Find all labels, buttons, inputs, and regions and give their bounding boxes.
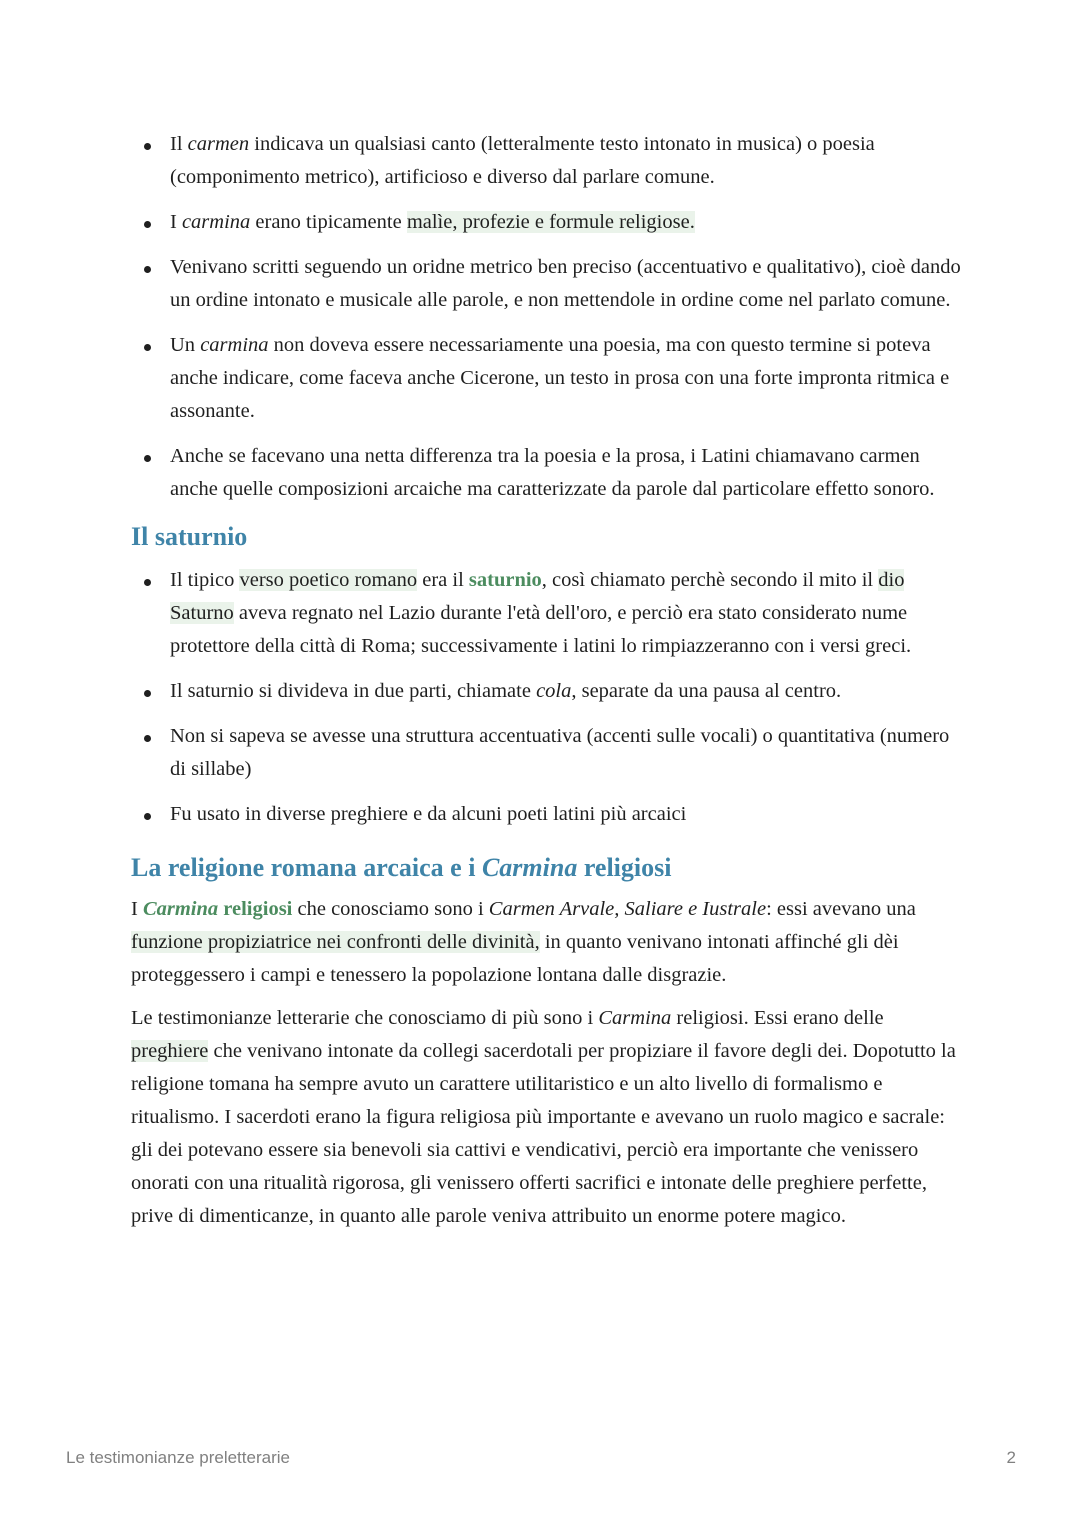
list-item: Anche se facevano una netta differenza tra la poesia e la prosa, i Latini chiamavano carmen anche quelle composizioni arcaiche ma caratterizzate da parole dal particolare effetto sonoro. [131,440,961,506]
paragraph: Le testimonianze letterarie che conosciamo di più sono i Carmina religiosi. Essi erano delle preghiere che venivano intonate da collegi sacerdotali per propiziare il favore degli dei. Dopotutto la religione tomana ha sempre avuto un carattere utilitaristico e un alto livello di formalismo e ritualismo. I sacerdoti erano la figura religiosa più importante e avevano un ruolo magico e sacrale: gli dei potevano essere sia benevoli sia cattivi e vendicativi, perciò era importante che venissero onorati con una ritualità rigorosa, gli venissero offerti sacrifici e intonate delle preghiere perfette, prive di dimenticanze, in quanto alle parole veniva attribuito un enorme potere magico. [131,1007,956,1227]
list-item: Un carmina non doveva essere necessariamente una poesia, ma con questo termine si poteva anche indicare, come faceva anche Cicerone, un testo in prosa con una forte impronta ritmica e assonante. [131,329,961,428]
highlight: malìe, profezie e formule religiose. [406,211,695,233]
keyword: Carmina religiosi [142,898,293,920]
section-heading-religione: La religione romana arcaica e i Carmina religiosi [131,853,672,882]
highlight: funzione propiziatrice nei confronti delle divinità, [131,931,540,953]
highlight: verso poetico romano [239,569,418,591]
list-item: Venivano scritti seguendo un oridne metrico ben preciso (accentuativo e qualitativo), cioè dando un ordine intonato e musicale alle parole, e non mettendole in ordine come nel parlato comune. [131,251,961,317]
list-item: I carmina erano tipicamente malìe, profezie e formule religiose. [131,206,961,239]
page-number: 2 [1006,1448,1016,1467]
carmen-list [131,128,961,506]
list-item: Il saturnio si divideva in due parti, chiamate cola, separate da una pausa al centro. [131,675,961,708]
list-item: Fu usato in diverse preghiere e da alcuni poeti latini più arcaici [131,798,961,831]
document-body [131,128,961,1243]
saturnio-list [131,564,961,831]
highlight: dio Saturno [170,569,905,624]
section-heading-saturnio: Il saturnio [131,522,248,551]
list-item: Il tipico verso poetico romano era il saturnio, così chiamato perchè secondo il mito il dio Saturno aveva regnato nel Lazio durante l'età dell'oro, e perciò era stato considerato nume protettore della città di Roma; successivamente i latini lo rimpiazzeranno con i versi greci. [131,564,961,663]
footer-title: Le testimonianze preletterarie [66,1448,290,1467]
keyword: saturnio [468,569,542,591]
list-item: Il carmen indicava un qualsiasi canto (letteralmente testo intonato in musica) o poesia (componimento metrico), artificioso e diverso dal parlare comune. [131,128,961,194]
list-item: Non si sapeva se avesse una struttura accentuativa (accenti sulle vocali) o quantitativa (numero di sillabe) [131,720,961,786]
paragraph: I Carmina religiosi che conosciamo sono i Carmen Arvale, Saliare e Iustrale: essi avevano una funzione propiziatrice nei confronti delle divinità, in quanto venivano intonati affinché gli dèi proteggessero i campi e tenessero la popolazione lontana dalle disgrazie. [131,898,916,986]
highlight: preghiere [131,1040,209,1062]
